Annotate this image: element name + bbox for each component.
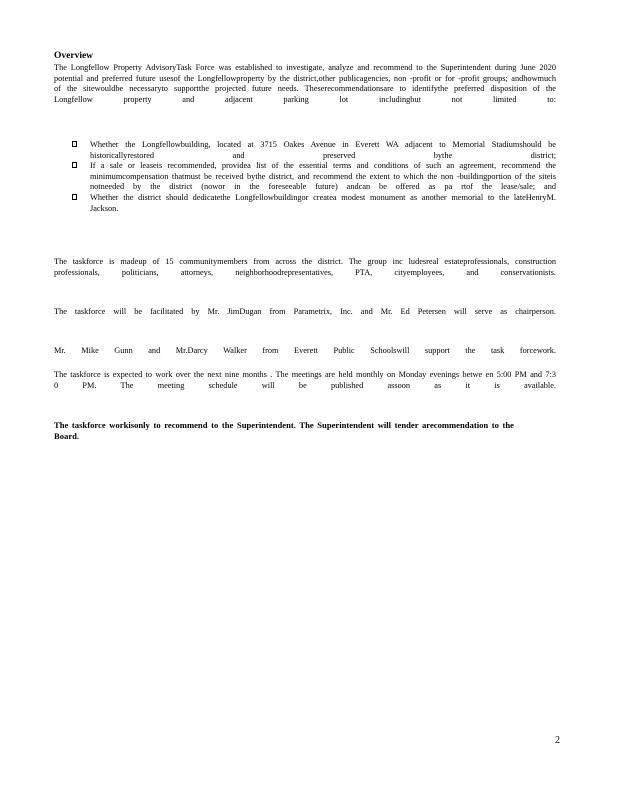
bullet-item-1: [72, 140, 556, 161]
facilitation-paragraph: The taskforce will be facilitated by Mr. JimDugan from Parametrix, Inc. and Mr. Ed Petersen will serve as chairperson.: [54, 307, 556, 316]
membership-paragraph: The taskforce is madeup of 15 communitymembers from across the district. The group inc ludesreal estateprofessionals, construction professionals, politicians, attorneys, neighborhoodrepresentatives, PTA, cityemployees, and conservationists.: [54, 257, 556, 277]
support-paragraph: Mr. Mike Gunn and Mr.Darcy Walker from Everett Public Schoolswill support the task forcework.: [54, 346, 556, 355]
role-paragraph: The taskforce workisonly to recommend to the Superintendent. The Superintendent will tender arecommendation to the Board.: [54, 420, 514, 441]
bullet-item-3: [72, 193, 556, 214]
bullet-list: [72, 140, 556, 214]
intro-paragraph: The Longfellow Property AdvisoryTask Force was established to investigate, analyze and recommend to the Superintendent during June 2020 potential and preferred future usesof the Longfellowproperty by the district,other publicagencies, non -profit or for -profit groups; andhowmuch of the sitewouldbe necessaryto supportthe projected future needs. Theserecommendationsare to identifythe preferred disposition of the Longfellow property and adjacent parking lot includingbut not limited to:: [54, 63, 556, 104]
schedule-paragraph: The taskforce is expected to work over the next nine months . The meetings are held monthly on Monday evenings betwe en 5:00 PM and 7:3 0 PM. The meeting schedule will be published assoon as it is available.: [54, 370, 556, 390]
bullet-text-3: Whether the district should dedicatethe Longfellowbuildingor createa modest monument as another memorial to the lateHenryM. Jackson.: [90, 192, 556, 213]
bullet-item-2: [72, 161, 556, 193]
bullet-text-2: If a sale or leaseis recommended, providea list of the essential terms and conditions of such an agreement, recommend the minimumcompensation thatmust be received bythe district, and recommend the extent to which the non -buildingportion of the siteis notneeded by the district (nowor in the foreseeable future) andcan be offered as pa rtof the lease/sale; and: [90, 161, 556, 192]
square-bullet-icon: [72, 141, 77, 147]
bullet-text-1: Whether the Longfellowbuilding, located at 3715 Oakes Avenue in Everett WA adjacent to Memorial Stadiumshould be historicallyrestored and preserved bythe district;: [90, 140, 556, 160]
square-bullet-icon: [72, 162, 77, 168]
square-bullet-icon: [72, 194, 77, 200]
page-number: 2: [555, 735, 560, 746]
overview-heading: Overview: [54, 51, 94, 61]
